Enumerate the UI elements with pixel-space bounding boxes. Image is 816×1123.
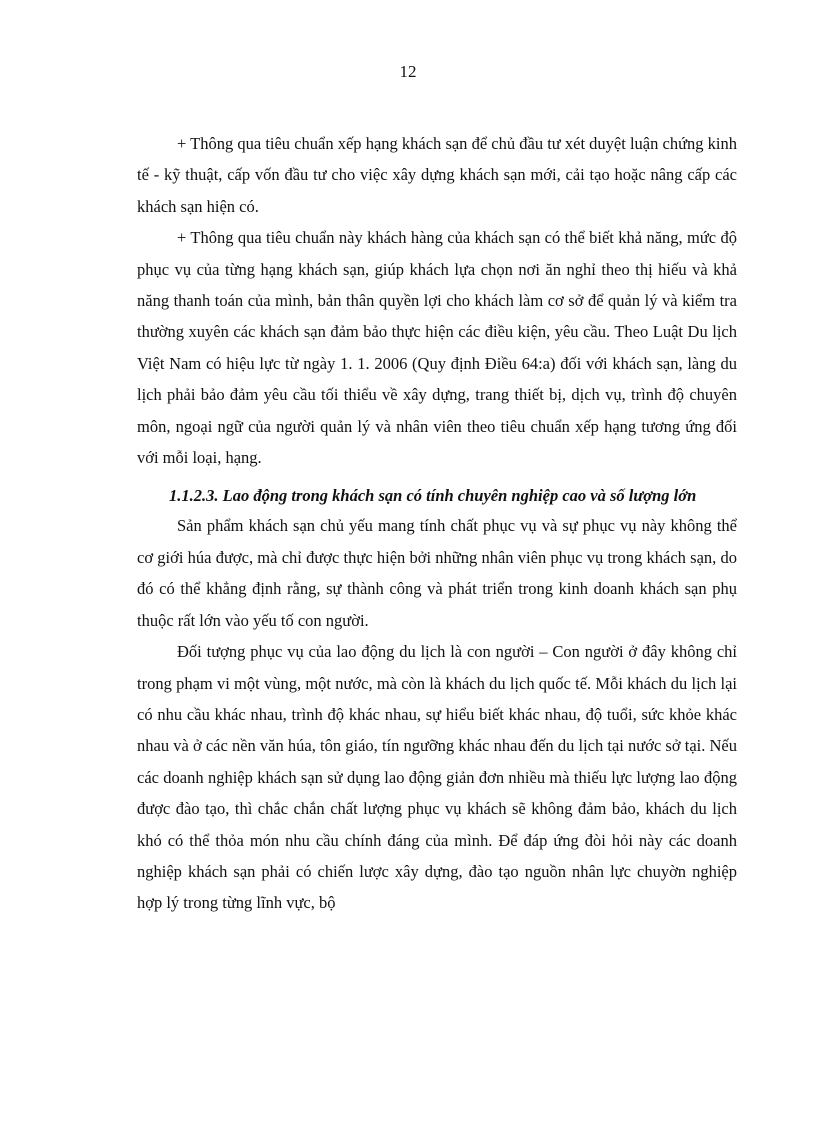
paragraph-service-product: Sản phẩm khách sạn chủ yếu mang tính chất phục vụ và sự phục vụ này không thể cơ giới húa được, mà chỉ được thực hiện bởi những nhân viên phục vụ trong khách sạn, do đó có thể khẳng định rằng, sự thành công và phát triển trong kinh doanh khách sạn phụ thuộc rất lớn vào yếu tố con người. [137,516,737,630]
section-heading: 1.1.2.3. Lao động trong khách sạn có tính chuyên nghiệp cao và số lượng lớn [169,486,697,506]
paragraph-investor-approval: + Thông qua tiêu chuẩn xếp hạng khách sạn để chủ đầu tư xét duyệt luận chứng kinh tế - kỹ thuật, cấp vốn đầu tư cho việc xây dựng khách sạn mới, cải tạo hoặc nâng cấp các khách sạn hiện có. [137,134,737,216]
page-body [137,128,737,919]
paragraph-service-target: Đối tượng phục vụ của lao động du lịch là con người – Con người ở đây không chỉ trong phạm vi một vùng, một nước, mà còn là khách du lịch quốc tế. Mỗi khách du lịch lại có nhu cầu khác nhau, trình độ khác nhau, sự hiểu biết khác nhau, độ tuổi, sức khỏe khác nhau và ở các nền văn húa, tôn giáo, tín ngưỡng khác nhau đến du lịch tại nước sở tại. Nếu các doanh nghiệp khách sạn sử dụng lao động giản đơn nhiều mà thiếu lực lượng lao động được đào tạo, thì chắc chắn chất lượng phục vụ khách sẽ không đảm bảo, khách du lịch khó có thể thỏa món nhu cầu chính đáng của mình. Để đáp ứng đòi hỏi này các doanh nghiệp khách sạn phải có chiến lược xây dựng, đào tạo nguồn nhân lực chuyờn nghiệp hợp lý trong từng lĩnh vực, bộ [137,642,737,913]
page-number: 12 [399,62,417,81]
paragraph-customer-benefit: + Thông qua tiêu chuẩn này khách hàng của khách sạn có thể biết khả năng, mức độ phục vụ của từng hạng khách sạn, giúp khách lựa chọn nơi ăn nghỉ theo thị hiếu và khả năng thanh toán của mình, bản thân quyền lợi cho khách làm cơ sở để quản lý và kiểm tra thường xuyên các khách sạn đảm bảo thực hiện các điều kiện, yêu cầu. Theo Luật Du lịch Việt Nam có hiệu lực từ ngày 1. 1. 2006 (Quy định Điều 64:a) đối với khách sạn, làng du lịch phải bảo đảm yêu cầu tối thiểu về xây dựng, trang thiết bị, dịch vụ, trình độ chuyên môn, ngoại ngữ của người quản lý và nhân viên theo tiêu chuẩn xếp hạng tương ứng đối với mỗi loại, hạng. [137,228,737,468]
